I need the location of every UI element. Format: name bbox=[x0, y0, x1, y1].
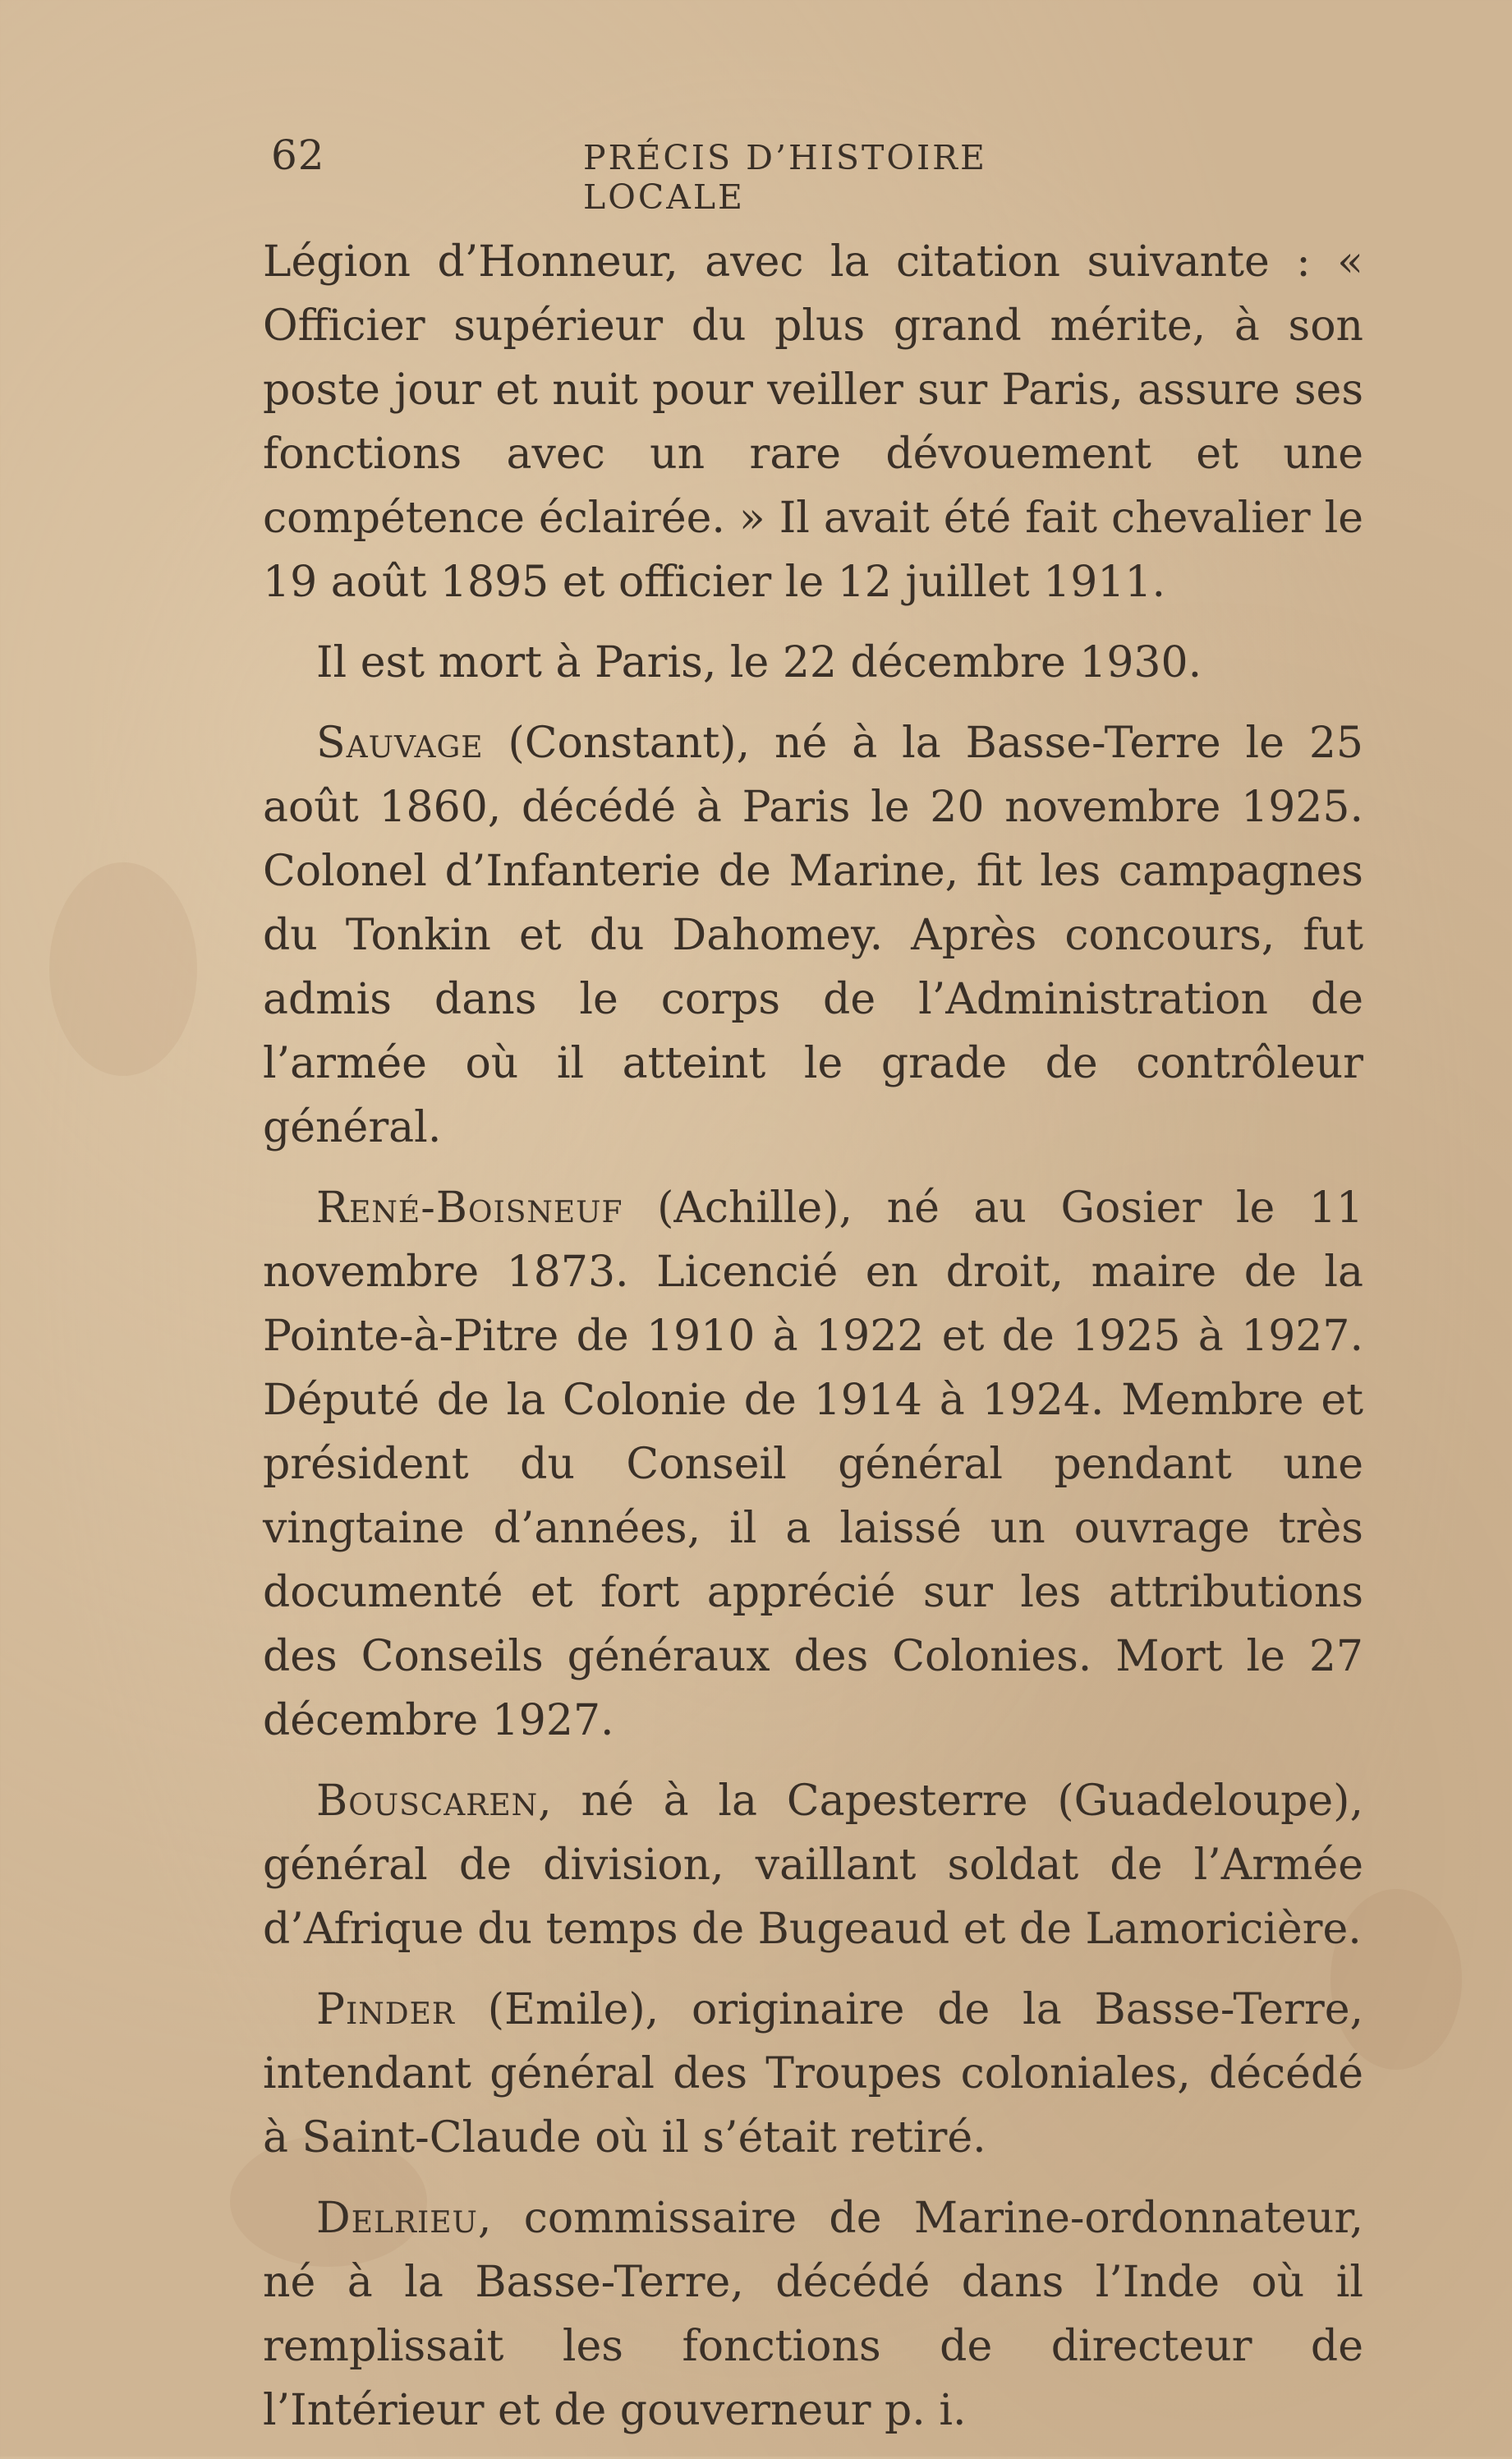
paragraph-continuation bbox=[263, 230, 1363, 614]
page-number: 62 bbox=[271, 131, 325, 179]
entry-text: (Achille), né au Gosier le 11 novembre 1873. Licencié en droit, maire de la Pointe-à-Pitre de 1910 à 1922 et de 1925 à 1927. Député de la Colonie de 1914 à 1924. Membre et président du Conseil général pendant une vingtaine d’années, il a laissé un ouvrage très documenté et fort apprécié sur les attributions des Conseils généraux des Colonies. Mort le 27 décembre 1927. bbox=[263, 1184, 1363, 1745]
entry-name: Bouscaren bbox=[316, 1776, 539, 1826]
entry-sauvage bbox=[263, 711, 1363, 1160]
paragraph-text: Il est mort à Paris, le 22 décembre 1930. bbox=[316, 638, 1202, 687]
paragraph-death-note bbox=[263, 631, 1363, 695]
entry-text: (Emile), originaire de la Basse-Terre, intendant général des Troupes coloniales, décédé à Saint-Claude où il s’était retiré. bbox=[263, 1985, 1363, 2163]
entry-bouscaren bbox=[263, 1769, 1363, 1961]
running-header bbox=[263, 131, 1150, 217]
body-text bbox=[263, 230, 1363, 2459]
entry-text: , né à la Capesterre (Guadeloupe), général de division, vaillant soldat de l’Armée d’Afrique du temps de Bugeaud et de Lamoricière. bbox=[263, 1776, 1363, 1954]
entry-rene-boisneuf bbox=[263, 1176, 1363, 1753]
paragraph-text: Légion d’Honneur, avec la citation suivante : « Officier supérieur du plus grand mérite, à son poste jour et nuit pour veiller sur Paris, assure ses fonctions avec un rare dévouement et une compétence éclairée. » Il avait été fait chevalier le 19 août 1895 et officier le 12 juillet 1911. bbox=[263, 237, 1363, 607]
paper-stain bbox=[49, 862, 197, 1076]
entry-name: Delrieu bbox=[316, 2194, 478, 2243]
entry-name: Pinder bbox=[316, 1985, 455, 2034]
entry-name: Sauvage bbox=[316, 719, 484, 768]
running-title: PRÉCIS D’HISTOIRE LOCALE bbox=[583, 138, 987, 217]
entry-text: , commissaire de Marine-ordonnateur, né à la Basse-Terre, décédé dans l’Inde où il remplissait les fonctions de directeur de l’Intérieur et de gouverneur p. i. bbox=[263, 2194, 1363, 2435]
entry-pinder bbox=[263, 1978, 1363, 2170]
entry-delrieu bbox=[263, 2186, 1363, 2443]
entry-text: (Constant), né à la Basse-Terre le 25 août 1860, décédé à Paris le 20 novembre 1925. Colonel d’Infanterie de Marine, fit les campagnes du Tonkin et du Dahomey. Après concours, fut admis dans le corps de l’Administration de l’armée où il atteint le grade de contrôleur général. bbox=[263, 719, 1363, 1152]
entry-name: René-Boisneuf bbox=[316, 1184, 623, 1233]
